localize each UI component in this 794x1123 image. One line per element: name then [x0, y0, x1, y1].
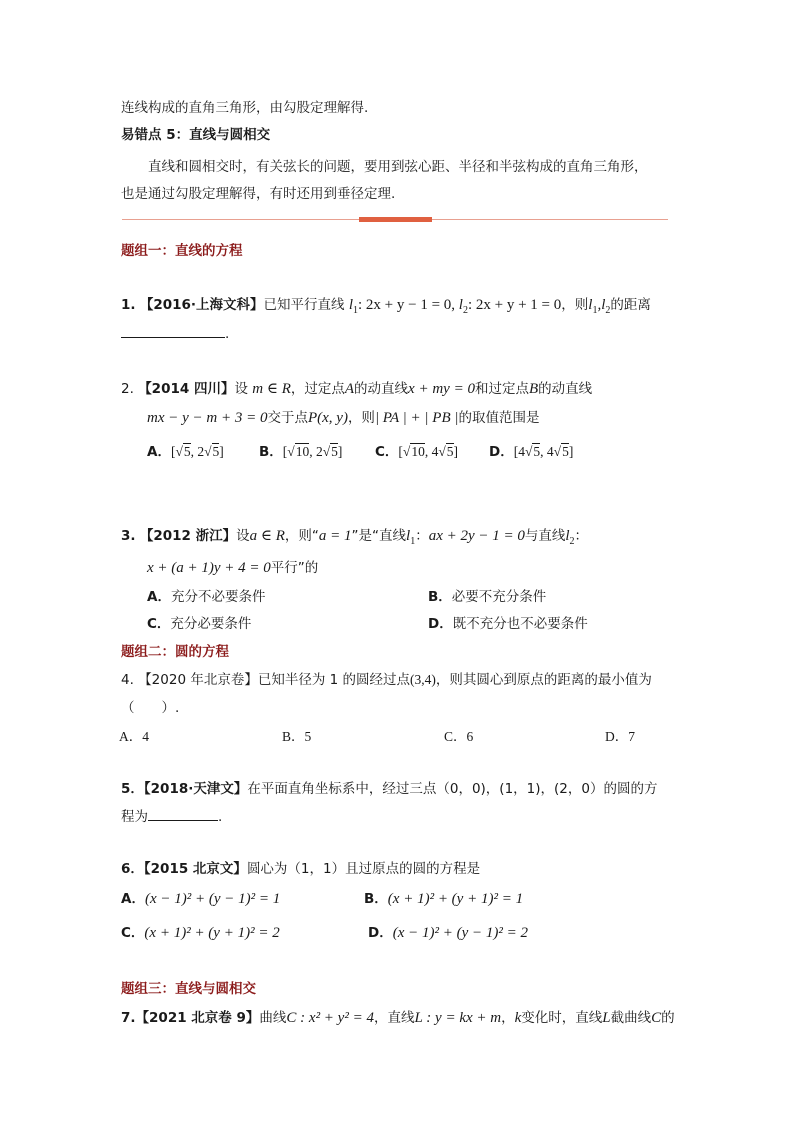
intro-line [121, 96, 368, 116]
question-number: 3. [121, 528, 136, 544]
question-number: 2. [121, 381, 134, 397]
question-number: 4. [121, 672, 134, 688]
paragraph-text: 也是通过勾股定理解得，有时还用到垂径定理. [121, 186, 396, 202]
question-number: 6． [121, 861, 144, 877]
line-l1-equation: $l_1$: 2x + y − 1 = 0, $l_2$: 2x + y + 1 = 0 [348, 297, 562, 316]
option-d[interactable]: D．[4√5, 4√5] [489, 444, 574, 460]
group-title-3 [121, 977, 256, 997]
section-heading [121, 123, 270, 143]
option-c[interactable]: C．(x + 1)² + (y + 1)² = 2 [121, 925, 280, 941]
answer-blank-row: . [121, 326, 229, 342]
question-2: 2. 【2014 四川】设 m ∈ R，过定点A的动直线x + my = 0和过定点B的动直线 [121, 381, 593, 397]
option-b[interactable]: B．[√10, 2√5] [259, 444, 343, 460]
option-c[interactable]: C．[√10, 4√5] [375, 444, 458, 460]
group-label: 题组一：直线的方程 [121, 243, 243, 259]
group-title-1 [121, 239, 243, 259]
group-label: 题组二：圆的方程 [121, 644, 229, 660]
option-c[interactable]: C．6 [444, 729, 474, 744]
group-label: 题组三：直线与圆相交 [121, 981, 256, 997]
option-d[interactable]: D．既不充分也不必要条件 [428, 616, 588, 632]
question-number: 5． [121, 781, 144, 797]
answer-blank[interactable] [121, 336, 225, 338]
question-number: 7. [121, 1010, 136, 1026]
line-pair: $l_1,l_2$ [588, 297, 611, 316]
option-a[interactable]: A．(x − 1)² + (y − 1)² = 1 [121, 891, 281, 907]
question-4-paren: （ ）. [121, 700, 180, 716]
question-3-line-2: x + (a + 1)y + 4 = 0平行”的 [147, 560, 319, 576]
question-source: 【2012 浙江】 [139, 528, 237, 544]
question-text: 已知平行直线 [263, 297, 345, 313]
question-4: 4. 【2020 年北京卷】已知半径为 1 的圆经过点(3,4)，则其圆心到原点的距离的最小值为 [121, 672, 652, 688]
option-b[interactable]: B．5 [282, 729, 312, 744]
intro-paragraph-2 [121, 182, 395, 202]
question-source: 【2018·天津文】 [143, 781, 248, 797]
paragraph-text: 直线和圆相交时，有关弦长的问题，要用到弦心距、半径和半弦构成的直角三角形， [148, 159, 648, 175]
divider-accent [359, 217, 432, 222]
question-number: 1. [121, 297, 136, 313]
option-a[interactable]: A．4 [119, 729, 149, 744]
intro-paragraph-1 [148, 155, 648, 175]
question-text: 的距离 [610, 297, 651, 313]
answer-blank[interactable] [148, 819, 218, 821]
option-d[interactable]: D．7 [605, 729, 635, 744]
question-5: 5．【2018·天津文】在平面直角坐标系中，经过三点（0，0)，(1，1)，(2，0）的圆的方 [121, 781, 658, 797]
question-source: 【2020 年北京卷】 [138, 672, 258, 688]
option-b[interactable]: B．(x + 1)² + (y + 1)² = 1 [364, 891, 524, 907]
question-2-line-2: mx − y − m + 3 = 0交于点P(x, y)，则| PA | + | PB |的取值范围是 [147, 410, 540, 426]
question-3: 3. 【2012 浙江】设a ∈ R，则“a = 1”是“直线$l_1$：ax + 2y − 1 = 0与直线$l_2$： [121, 528, 589, 547]
option-b[interactable]: B．必要不充分条件 [428, 589, 547, 605]
question-text: ，则 [561, 297, 589, 313]
question-source: 【2021 北京卷 9】 [135, 1010, 260, 1026]
option-d[interactable]: D．(x − 1)² + (y − 1)² = 2 [368, 925, 528, 941]
group-title-2 [121, 640, 229, 660]
option-a[interactable]: A．充分不必要条件 [147, 589, 266, 605]
option-a[interactable]: A．[√5, 2√5] [147, 444, 224, 460]
question-source: 【2016·上海文科】 [139, 297, 264, 313]
intro-text: 连线构成的直角三角形，由勾股定理解得. [121, 100, 369, 116]
question-7: 7.【2021 北京卷 9】曲线C : x² + y² = 4，直线L : y = kx + m，k变化时，直线L截曲线C的 [121, 1010, 675, 1026]
option-c[interactable]: C．充分必要条件 [147, 616, 252, 632]
heading-text: 易错点 5：直线与圆相交 [121, 127, 271, 143]
question-6: 6．【2015 北京文】圆心为（1，1）且过原点的圆的方程是 [121, 861, 481, 877]
question-source: 【2015 北京文】 [143, 861, 247, 877]
question-1 [121, 293, 651, 316]
question-5-line-2: 程为 . [121, 809, 223, 825]
question-source: 【2014 四川】 [138, 381, 235, 397]
